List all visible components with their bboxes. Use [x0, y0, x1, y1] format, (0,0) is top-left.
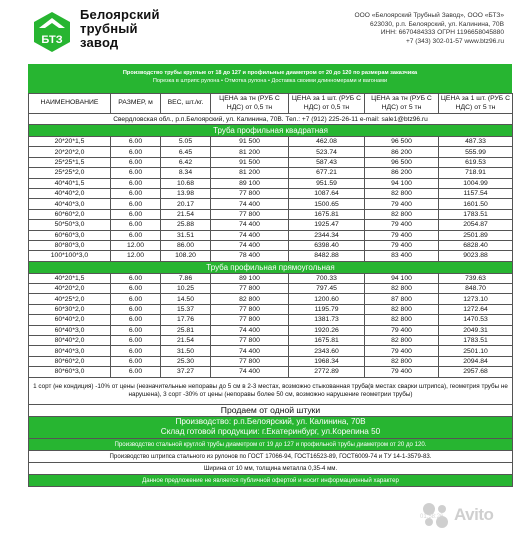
table-cell: 60*60*2,0 — [29, 209, 111, 219]
table-cell: 74 400 — [211, 240, 289, 250]
table-cell: 91 500 — [211, 157, 289, 167]
table-cell: 86.00 — [161, 240, 211, 250]
table-cell: 739.63 — [439, 273, 513, 283]
table-row — [29, 304, 513, 314]
table-cell: 6.00 — [111, 220, 161, 230]
table-cell: 587.43 — [289, 157, 365, 167]
table-cell: 79 400 — [365, 325, 439, 335]
table-cell: 77 800 — [211, 188, 289, 198]
section-header-rectangular — [29, 261, 513, 273]
avito-watermark — [420, 500, 512, 530]
table-cell: 20*20*2,0 — [29, 147, 111, 157]
table-cell: 25*25*1,5 — [29, 157, 111, 167]
table-cell: 8482.88 — [289, 251, 365, 261]
table-cell: 10.25 — [161, 284, 211, 294]
table-cell: 951.59 — [289, 178, 365, 188]
brand-line: трубный — [80, 21, 138, 36]
table-cell: 77 800 — [211, 304, 289, 314]
table-cell: 6.00 — [111, 367, 161, 377]
table-cell: 20.17 — [161, 199, 211, 209]
table-cell: 6.00 — [111, 315, 161, 325]
table-cell: 6.00 — [111, 168, 161, 178]
table-cell: 91 500 — [211, 137, 289, 147]
table-cell: 87 800 — [365, 294, 439, 304]
table-cell: 25.81 — [161, 325, 211, 335]
brand-name — [80, 8, 160, 50]
table-cell: 1601.50 — [439, 199, 513, 209]
table-cell: 74 400 — [211, 230, 289, 240]
table-cell: 77 800 — [211, 336, 289, 346]
table-cell: 2344.34 — [289, 230, 365, 240]
table-cell: 40*20*1,5 — [29, 273, 111, 283]
table-cell: 40*40*1,5 — [29, 178, 111, 188]
table-cell: 2054.87 — [439, 220, 513, 230]
table-row — [29, 137, 513, 147]
grade-note-row — [29, 377, 513, 404]
table-cell: 86 200 — [365, 147, 439, 157]
brand-line: Белоярский — [80, 7, 160, 22]
disclaimer-text: Данное предложение не является публичной офертой и носит информационный характер — [29, 474, 513, 486]
sell-unit-row — [29, 404, 513, 416]
table-cell: 1920.26 — [289, 325, 365, 335]
table-row — [29, 284, 513, 294]
table-cell: 80*80*3,0 — [29, 240, 111, 250]
column-header: ЦЕНА за 1 шт. (РУБ С НДС) от 0,5 тн — [289, 94, 365, 114]
table-cell: 86 200 — [365, 168, 439, 178]
table-cell: 1783.51 — [439, 209, 513, 219]
table-cell: 79 400 — [365, 346, 439, 356]
table-cell: 96 500 — [365, 157, 439, 167]
table-cell: 1675.81 — [289, 336, 365, 346]
table-cell: 14.50 — [161, 294, 211, 304]
table-cell: 81 200 — [211, 168, 289, 178]
table-cell: 1470.53 — [439, 315, 513, 325]
table-cell: 1200.60 — [289, 294, 365, 304]
section-header-square — [29, 125, 513, 137]
table-cell: 79 400 — [365, 199, 439, 209]
table-cell: 5.05 — [161, 137, 211, 147]
table-row — [29, 273, 513, 283]
table-row — [29, 220, 513, 230]
table-row — [29, 240, 513, 250]
contact-line: +7 (343) 302-01-57 www.btz96.ru — [405, 37, 504, 45]
table-cell: 2343.60 — [289, 346, 365, 356]
table-cell: 6.00 — [111, 199, 161, 209]
table-cell: 1783.51 — [439, 336, 513, 346]
table-cell: 1157.54 — [439, 188, 513, 198]
contact-line: 623030, р.п. Белоярский, ул. Калинина, 70В — [370, 20, 504, 28]
table-cell: 74 400 — [211, 367, 289, 377]
table-cell: 1675.81 — [289, 209, 365, 219]
production-info — [29, 416, 513, 438]
brand-line: завод — [80, 35, 119, 50]
table-row — [29, 147, 513, 157]
table-row — [29, 315, 513, 325]
table-cell: 82 800 — [365, 336, 439, 346]
table-cell: 80*40*3,0 — [29, 346, 111, 356]
table-cell: 2501.89 — [439, 230, 513, 240]
contact-line: ООО «Белоярский Трубный Завод», ООО «БТЗ» — [354, 12, 504, 19]
table-cell: 83 400 — [365, 251, 439, 261]
table-cell: 2957.68 — [439, 367, 513, 377]
info-text: Производство стальной круглой трубы диаметром от 19 до 127 и профильной трубы диаметром от 20 до 120. — [29, 438, 513, 450]
table-cell: 40*40*3,0 — [29, 199, 111, 209]
table-row — [29, 168, 513, 178]
table-cell: 20*20*1,5 — [29, 137, 111, 147]
table-cell: 15.37 — [161, 304, 211, 314]
table-cell: 1272.64 — [439, 304, 513, 314]
table-cell: 462.08 — [289, 137, 365, 147]
column-header: ЦЕНА за тн (РУБ С НДС) от 5 тн — [365, 94, 439, 114]
table-cell: 6.00 — [111, 147, 161, 157]
table-cell: 6.00 — [111, 304, 161, 314]
table-row — [29, 230, 513, 240]
table-cell: 96 500 — [365, 137, 439, 147]
table-row — [29, 199, 513, 209]
table-cell: 6.00 — [111, 356, 161, 366]
table-cell: 6828.40 — [439, 240, 513, 250]
table-cell: 6.00 — [111, 137, 161, 147]
table-cell: 82 800 — [365, 356, 439, 366]
table-cell: 100*100*3,0 — [29, 251, 111, 261]
table-cell: 12.00 — [111, 251, 161, 261]
table-cell: 60*40*3,0 — [29, 325, 111, 335]
table-cell: 25.88 — [161, 220, 211, 230]
table-cell: 9023.88 — [439, 251, 513, 261]
table-cell: 10.68 — [161, 178, 211, 188]
grade-note: 1 сорт (не кондиция) -10% от цены (незначительные непоравы до 5 см в 2-3 местах, возможно стыкованная труба(в местах сварки штрипса), геометрия трубы не нарушена), 3 сорт -30% от цены (непоравы более 50 см, возможно нарушение геометрии трубы) — [29, 377, 513, 404]
table-cell: 80*60*3,0 — [29, 367, 111, 377]
table-cell: 50*50*3,0 — [29, 220, 111, 230]
table-cell: 677.21 — [289, 168, 365, 178]
table-cell: 6.00 — [111, 209, 161, 219]
info-row — [29, 450, 513, 462]
table-cell: 77 800 — [211, 315, 289, 325]
table-cell: 1500.65 — [289, 199, 365, 209]
table-cell: 40*20*2,0 — [29, 284, 111, 294]
warehouse-address: Склад готовой продукции: г.Екатеринбург, ул.Корепина 50 — [160, 427, 381, 437]
logo-text: БТЗ — [41, 34, 63, 46]
table-row — [29, 336, 513, 346]
table-cell: 74 400 — [211, 220, 289, 230]
table-cell: 82 800 — [365, 209, 439, 219]
table-cell: 82 800 — [365, 315, 439, 325]
table-cell: 2772.89 — [289, 367, 365, 377]
table-cell: 31.51 — [161, 230, 211, 240]
table-cell: 21.54 — [161, 209, 211, 219]
table-row — [29, 367, 513, 377]
production-address: Производство: р.п.Белоярский, ул. Калинина, 70В — [175, 417, 366, 427]
table-cell: 79 400 — [365, 220, 439, 230]
table-cell: 77 800 — [211, 356, 289, 366]
table-cell: 6.00 — [111, 157, 161, 167]
address-row — [29, 114, 513, 125]
table-cell: 6398.40 — [289, 240, 365, 250]
column-header: ВЕС, шт./кг. — [161, 94, 211, 114]
table-cell: 6.42 — [161, 157, 211, 167]
table-row — [29, 188, 513, 198]
table-cell: 1925.47 — [289, 220, 365, 230]
table-cell: 523.74 — [289, 147, 365, 157]
table-cell: 82 800 — [365, 188, 439, 198]
table-cell: 1004.99 — [439, 178, 513, 188]
banner-line: Производство трубы круглые от 18 до 127 и профильные диаметром от 20 до 120 по размерам заказчика — [122, 70, 418, 76]
sell-unit-text: Продаем от одной штуки — [29, 404, 513, 416]
table-row — [29, 209, 513, 219]
table-cell: 78 400 — [211, 251, 289, 261]
column-header: ЦЕНА за тн (РУБ С НДС) от 0,5 тн — [211, 94, 289, 114]
table-row — [29, 325, 513, 335]
table-cell: 79 400 — [365, 367, 439, 377]
table-row — [29, 356, 513, 366]
table-cell: 25.30 — [161, 356, 211, 366]
info-text: Производство штрипса стального из рулонов по ГОСТ 17066-94, ГОСТ16523-89, ГОСТ6009-74 и ТУ 14-1-3579-83. — [29, 450, 513, 462]
price-list-page — [28, 4, 512, 487]
table-cell: 40*40*2,0 — [29, 188, 111, 198]
table-cell: 80*40*2,0 — [29, 336, 111, 346]
table-cell: 81 200 — [211, 147, 289, 157]
header — [28, 4, 512, 64]
table-cell: 37.27 — [161, 367, 211, 377]
table-cell: 6.00 — [111, 273, 161, 283]
info-row — [29, 462, 513, 474]
table-cell: 74 400 — [211, 346, 289, 356]
table-cell: 60*30*2,0 — [29, 304, 111, 314]
table-row — [29, 346, 513, 356]
banner-line: Порезка в штрипс рулона • Отмотка рулона • Доставка своими длинномерами и вагонами — [152, 77, 388, 84]
table-cell: 80*60*2,0 — [29, 356, 111, 366]
table-cell: 1968.34 — [289, 356, 365, 366]
table-cell: 1195.79 — [289, 304, 365, 314]
table-cell: 555.99 — [439, 147, 513, 157]
table-cell: 74 400 — [211, 325, 289, 335]
table-cell: 94 100 — [365, 178, 439, 188]
table-cell: 108.20 — [161, 251, 211, 261]
watermark-id: 01:58:26 — [420, 514, 444, 520]
table-cell: 25*25*2,0 — [29, 168, 111, 178]
column-header: РАЗМЕР, м — [111, 94, 161, 114]
table-cell: 79 400 — [365, 240, 439, 250]
price-table — [28, 93, 513, 487]
table-cell: 487.33 — [439, 137, 513, 147]
table-cell: 1273.10 — [439, 294, 513, 304]
table-cell: 77 800 — [211, 284, 289, 294]
table-cell: 700.33 — [289, 273, 365, 283]
info-text: Ширина от 10 мм, толщина металла 0,35-4 мм. — [29, 462, 513, 474]
table-cell: 82 800 — [365, 284, 439, 294]
table-cell: 89 100 — [211, 273, 289, 283]
contact-line: ИНН: 6670484333 ОГРН 1196658045880 — [380, 29, 504, 37]
table-cell: 6.45 — [161, 147, 211, 157]
table-cell: 1087.64 — [289, 188, 365, 198]
table-cell: 2049.31 — [439, 325, 513, 335]
table-cell: 6.00 — [111, 284, 161, 294]
address-text: Свердловская обл., р.п.Белоярский, ул. Калинина, 70В. Тел.: +7 (912) 225-26-11 e-mail: sale1@btz96.ru — [29, 114, 513, 125]
section-title: Труба профильная квадратная — [29, 125, 513, 137]
table-cell: 6.00 — [111, 336, 161, 346]
disclaimer-row — [29, 474, 513, 486]
table-cell: 1381.73 — [289, 315, 365, 325]
table-cell: 6.00 — [111, 188, 161, 198]
table-cell: 74 400 — [211, 199, 289, 209]
table-cell: 31.50 — [161, 346, 211, 356]
table-cell: 8.34 — [161, 168, 211, 178]
company-contacts — [355, 12, 504, 46]
table-cell: 89 100 — [211, 178, 289, 188]
table-cell: 60*60*3,0 — [29, 230, 111, 240]
services-banner — [28, 64, 512, 93]
table-cell: 2501.10 — [439, 346, 513, 356]
table-row — [29, 178, 513, 188]
table-cell: 40*25*2,0 — [29, 294, 111, 304]
table-cell: 17.76 — [161, 315, 211, 325]
table-row — [29, 294, 513, 304]
table-cell: 21.54 — [161, 336, 211, 346]
table-cell: 797.45 — [289, 284, 365, 294]
table-cell: 94 100 — [365, 273, 439, 283]
column-header: НАИМЕНОВАНИЕ — [29, 94, 111, 114]
table-cell: 6.00 — [111, 230, 161, 240]
table-cell: 6.00 — [111, 178, 161, 188]
company-logo-icon — [32, 10, 72, 54]
table-cell: 82 800 — [211, 294, 289, 304]
table-cell: 13.98 — [161, 188, 211, 198]
watermark-brand: Avito — [454, 505, 494, 524]
table-cell: 848.70 — [439, 284, 513, 294]
table-cell: 60*40*2,0 — [29, 315, 111, 325]
table-cell: 6.00 — [111, 294, 161, 304]
table-row — [29, 157, 513, 167]
table-cell: 6.00 — [111, 325, 161, 335]
table-header-row — [29, 94, 513, 114]
table-cell: 6.00 — [111, 346, 161, 356]
production-row — [29, 416, 513, 438]
table-cell: 12.00 — [111, 240, 161, 250]
section-title: Труба профильная прямоугольная — [29, 261, 513, 273]
table-cell: 718.91 — [439, 168, 513, 178]
table-row — [29, 251, 513, 261]
table-cell: 2094.84 — [439, 356, 513, 366]
column-header: ЦЕНА за 1 шт. (РУБ С НДС) от 5 тн — [439, 94, 513, 114]
table-cell: 82 800 — [365, 304, 439, 314]
table-cell: 7.86 — [161, 273, 211, 283]
table-cell: 77 800 — [211, 209, 289, 219]
info-row — [29, 438, 513, 450]
table-cell: 619.53 — [439, 157, 513, 167]
table-cell: 79 400 — [365, 230, 439, 240]
